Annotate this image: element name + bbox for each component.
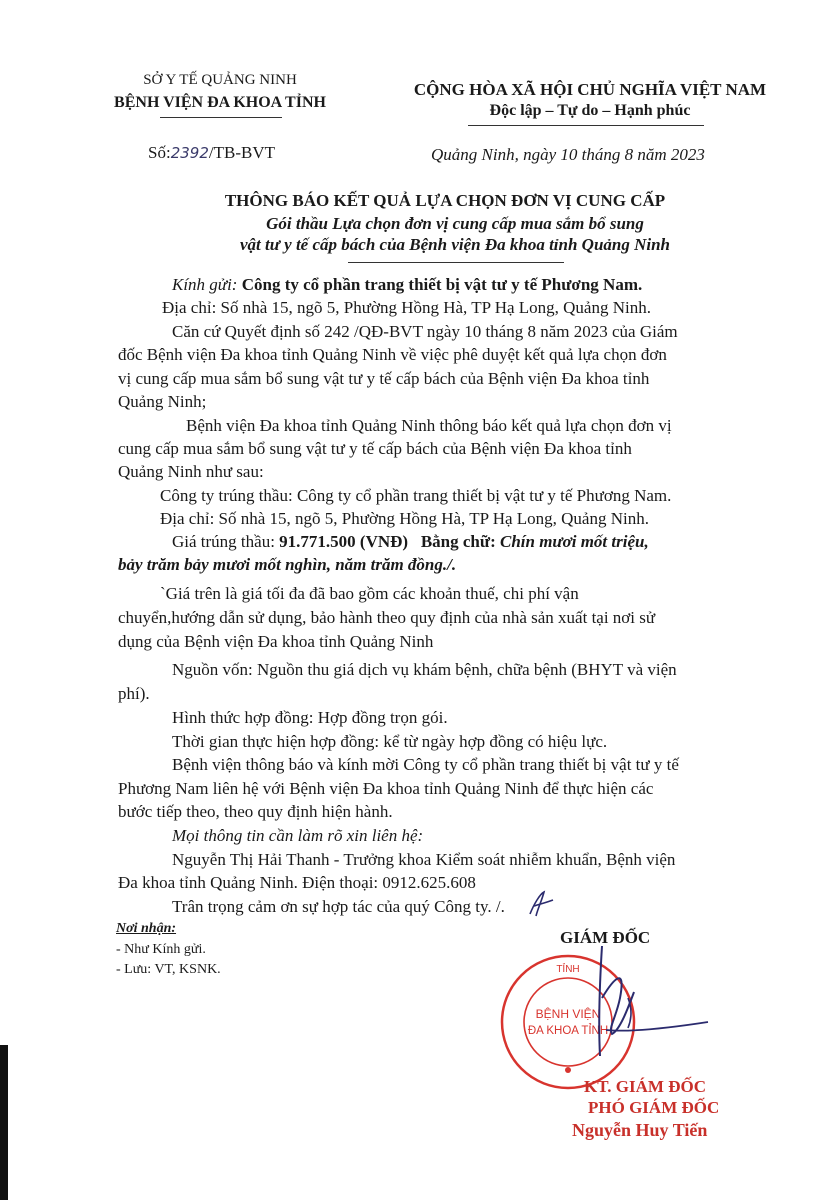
invite-line-2: Phương Nam liên hệ với Bệnh viện Đa khoa tỉnh Quảng Ninh để thực hiện các [118,779,654,798]
stamp-outer-text: TỈNH [556,964,580,975]
contact-line-2: Đa khoa tỉnh Quảng Ninh. Điện thoại: 0912.625.608 [118,873,476,892]
title-sub-2: vật tư y tế cấp bách của Bệnh viện Đa khoa tỉnh Quảng Ninh [239,235,671,254]
director-title: GIÁM ĐỐC [560,928,651,947]
document-title: THÔNG BÁO KẾT QUẢ LỰA CHỌN ĐƠN VỊ CUNG CẤP [224,191,666,210]
basis-line-4: Quảng Ninh; [118,392,207,411]
title-sub-1: Gói thầu Lựa chọn đơn vị cung cấp mua sắm bổ sung [266,214,644,233]
recipient-line [172,274,822,296]
funding-line-2: phí). [118,684,150,703]
country-name: CỘNG HÒA XÃ HỘI CHỦ NGHĨA VIỆT NAM [413,80,767,99]
basis-line-1: Căn cứ Quyết định số 242 /QĐ-BVT ngày 10 tháng 8 năm 2023 của Giám [172,322,678,341]
recipients-label: Nơi nhận: [116,921,177,936]
recipient-label: Kính gửi: [172,275,238,294]
signer-name: Nguyễn Huy Tiến [572,1120,708,1140]
number-suffix: /TB-BVT [208,143,275,162]
recipient-item-2: - Lưu: VT, KSNK. [116,962,221,977]
price-words-2: bảy trăm bảy mươi mốt nghìn, năm trăm đồng./. [118,555,457,574]
announce-line-2: cung cấp mua sắm bổ sung vật tư y tế cấp bách của Bệnh viện Đa khoa tỉnh [118,439,632,458]
title-underline [348,262,564,263]
scan-edge [0,1045,8,1200]
announce-line-1: Bệnh viện Đa khoa tỉnh Quảng Ninh thông báo kết quả lựa chọn đơn vị [186,416,672,435]
hospital-name: BỆNH VIỆN ĐA KHOA TỈNH [114,94,326,111]
contact-intro: Mọi thông tin cần làm rõ xin liên hệ: [172,826,424,845]
price-words-label: Bằng chữ: [420,532,496,551]
funding-line-1: Nguồn vốn: Nguồn thu giá dịch vụ khám bệnh, chữa bệnh (BHYT và viện [172,660,677,679]
winner-address: Địa chỉ: Số nhà 15, ngõ 5, Phường Hồng Hà, TP Hạ Long, Quảng Ninh. [160,509,649,528]
national-motto: Độc lập – Tự do – Hạnh phúc [489,102,691,119]
thanks-line: Trân trọng cảm ơn sự hợp tác của quý Công ty. /. [172,897,505,916]
price-note-1: `Giá trên là giá tối đa đã bao gồm các khoản thuế, chi phí vận [160,584,579,603]
winner-line: Công ty trúng thầu: Công ty cổ phần trang thiết bị vật tư y tế Phương Nam. [160,486,672,505]
invite-line-3: bước tiếp theo, theo quy định hiện hành. [118,802,393,821]
deputy-line-1: KT. GIÁM ĐỐC [584,1077,706,1096]
number-handwritten: 2392 [170,144,209,162]
signature [576,938,716,1068]
recipient-item-1: - Như Kính gửi. [116,942,206,957]
announce-line-3: Quảng Ninh như sau: [118,462,264,481]
agency-name: SỞ Y TẾ QUẢNG NINH [143,72,297,88]
recipient-name: Công ty cổ phần trang thiết bị vật tư y tế Phương Nam. [241,275,643,294]
motto-underline [468,125,704,126]
stamp-inner-1: BỆNH VIỆN [535,1007,601,1021]
basis-line-2: đốc Bệnh viện Đa khoa tỉnh Quảng Ninh về việc phê duyệt kết quả lựa chọn đơn [118,345,667,364]
contract-form: Hình thức hợp đồng: Hợp đồng trọn gói. [172,708,448,727]
initials-mark [526,888,556,920]
stamp-star [565,1067,571,1073]
price-note-2: chuyển,hướng dẫn sử dụng, bảo hành theo quy định của nhà sản xuất tại nơi sử [118,608,656,627]
basis-line-3: vị cung cấp mua sắm bổ sung vật tư y tế cấp bách của Bệnh viện Đa khoa tỉnh [118,369,650,388]
price-words-1: Chín mươi mốt triệu, [499,532,649,551]
document-number [148,143,275,163]
deputy-line-2: PHÓ GIÁM ĐỐC [588,1098,720,1117]
stamp-inner-2: ĐA KHOA TỈNH [527,1025,609,1037]
price-line [172,531,822,553]
contact-line-1: Nguyễn Thị Hải Thanh - Trưởng khoa Kiểm soát nhiễm khuẩn, Bệnh viện [172,850,676,869]
price-label: Giá trúng thầu: [172,532,275,551]
contract-time: Thời gian thực hiện hợp đồng: kể từ ngày hợp đồng có hiệu lực. [172,732,608,751]
place-date: Quảng Ninh, ngày 10 tháng 8 năm 2023 [431,145,705,164]
price-value: 91.771.500 (VNĐ) [279,532,409,551]
price-note-3: dụng của Bệnh viện Đa khoa tỉnh Quảng Ninh [118,632,434,651]
recipient-address: Địa chỉ: Số nhà 15, ngõ 5, Phường Hồng Hà, TP Hạ Long, Quảng Ninh. [162,298,651,317]
number-prefix: Số: [148,143,171,162]
hospital-underline [160,117,282,118]
invite-line-1: Bệnh viện thông báo và kính mời Công ty cổ phần trang thiết bị vật tư y tế [172,755,679,774]
